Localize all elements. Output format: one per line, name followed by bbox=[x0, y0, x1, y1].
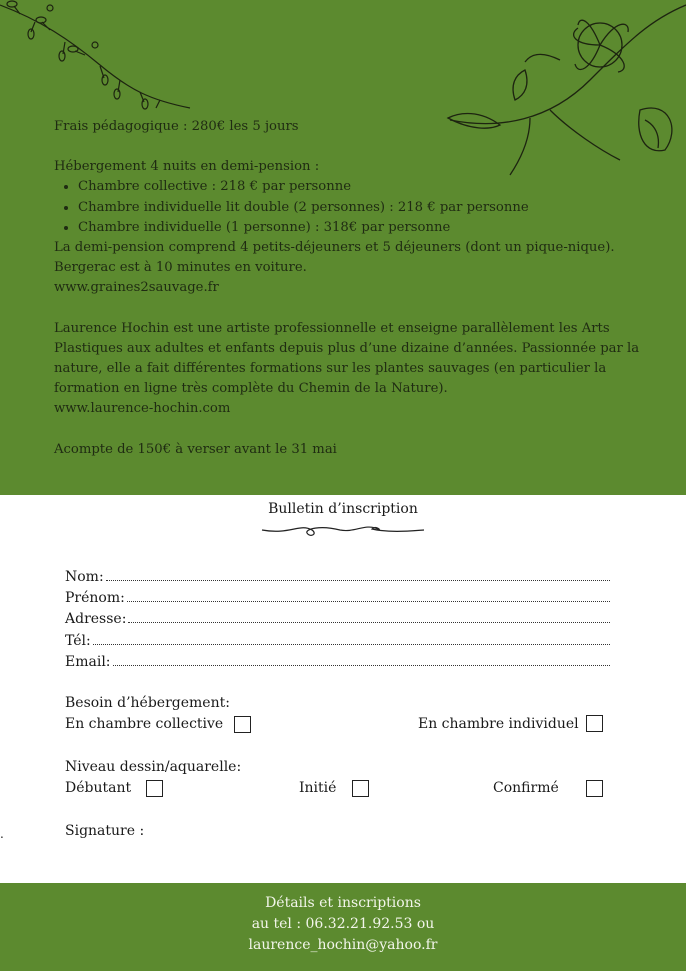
flourish-divider bbox=[260, 521, 426, 539]
form-title: Bulletin d’inscription bbox=[268, 501, 418, 517]
firstname-line[interactable] bbox=[127, 601, 610, 602]
website-link-graines[interactable]: www.graines2sauvage.fr bbox=[54, 280, 219, 296]
footer-line-email[interactable]: laurence_hochin@yahoo.fr bbox=[248, 937, 438, 953]
bio-text: Laurence Hochin est une artiste professionnelle et enseigne parallèlement les Arts Plastiques aux adultes et enfants depuis plus d’une dizaine d’années. Passionnée par la nature, elle a fait différentes formations sur les plantes sauvages (en particulier la formation en ligne très complète du Chemin de la Nature). bbox=[54, 320, 640, 397]
name-label: Nom: bbox=[65, 569, 104, 585]
lodging-collective-label: En chambre collective bbox=[65, 716, 224, 732]
address-line[interactable] bbox=[128, 622, 610, 623]
name-line[interactable] bbox=[106, 580, 610, 581]
lodging-title: Hébergement 4 nuits en demi-pension : bbox=[54, 159, 320, 175]
stray-mark: . bbox=[0, 827, 4, 841]
level-question: Niveau dessin/aquarelle: bbox=[65, 759, 242, 775]
level-beginner-checkbox[interactable] bbox=[146, 780, 163, 797]
lodging-option: • Chambre individuelle lit double (2 personnes) : 218 € par personne bbox=[78, 198, 654, 218]
email-label: Email: bbox=[65, 654, 111, 670]
phone-line[interactable] bbox=[93, 644, 610, 645]
registration-form bbox=[0, 495, 686, 883]
leafy-branch-illustration bbox=[0, 0, 200, 120]
address-field[interactable] bbox=[65, 607, 610, 627]
lodging-question: Besoin d’hébergement: bbox=[65, 695, 230, 711]
level-initiated-label: Initié bbox=[299, 780, 337, 796]
half-board-text: La demi-pension comprend 4 petits-déjeuners et 5 déjeuners (dont un pique-nique). bbox=[54, 240, 615, 256]
info-text bbox=[54, 117, 654, 460]
lodging-options-list bbox=[54, 177, 654, 238]
signature-label: Signature : bbox=[65, 823, 145, 839]
website-link-hochin[interactable]: www.laurence-hochin.com bbox=[54, 401, 231, 417]
level-initiated-checkbox[interactable] bbox=[352, 780, 369, 797]
lodging-collective-checkbox[interactable] bbox=[234, 716, 251, 733]
lodging-option: • Chambre collective : 218 € par personne bbox=[78, 177, 654, 197]
phone-label: Tél: bbox=[65, 633, 91, 649]
distance-text: Bergerac est à 10 minutes en voiture. bbox=[54, 260, 307, 276]
lodging-individual-label: En chambre individuel bbox=[418, 716, 579, 732]
level-confirmed-checkbox[interactable] bbox=[586, 780, 603, 797]
email-line[interactable] bbox=[113, 665, 610, 666]
address-label: Adresse: bbox=[65, 611, 127, 627]
phone-field[interactable] bbox=[65, 629, 610, 649]
fees-text: Frais pédagogique : 280€ les 5 jours bbox=[54, 119, 299, 134]
firstname-field[interactable] bbox=[65, 586, 610, 606]
footer-line-phone[interactable]: au tel : 06.32.21.92.53 ou bbox=[251, 916, 435, 932]
level-confirmed-label: Confirmé bbox=[493, 780, 559, 796]
email-field[interactable] bbox=[65, 650, 610, 670]
firstname-label: Prénom: bbox=[65, 590, 125, 606]
lodging-option: • Chambre individuelle (1 personne) : 318€ par personne bbox=[78, 218, 654, 238]
deposit-text: Acompte de 150€ à verser avant le 31 mai bbox=[54, 441, 337, 457]
level-beginner-label: Débutant bbox=[65, 780, 132, 796]
footer-line-details: Détails et inscriptions bbox=[265, 895, 421, 911]
lodging-individual-checkbox[interactable] bbox=[586, 715, 603, 732]
name-field[interactable] bbox=[65, 565, 610, 585]
contact-footer bbox=[0, 883, 686, 971]
